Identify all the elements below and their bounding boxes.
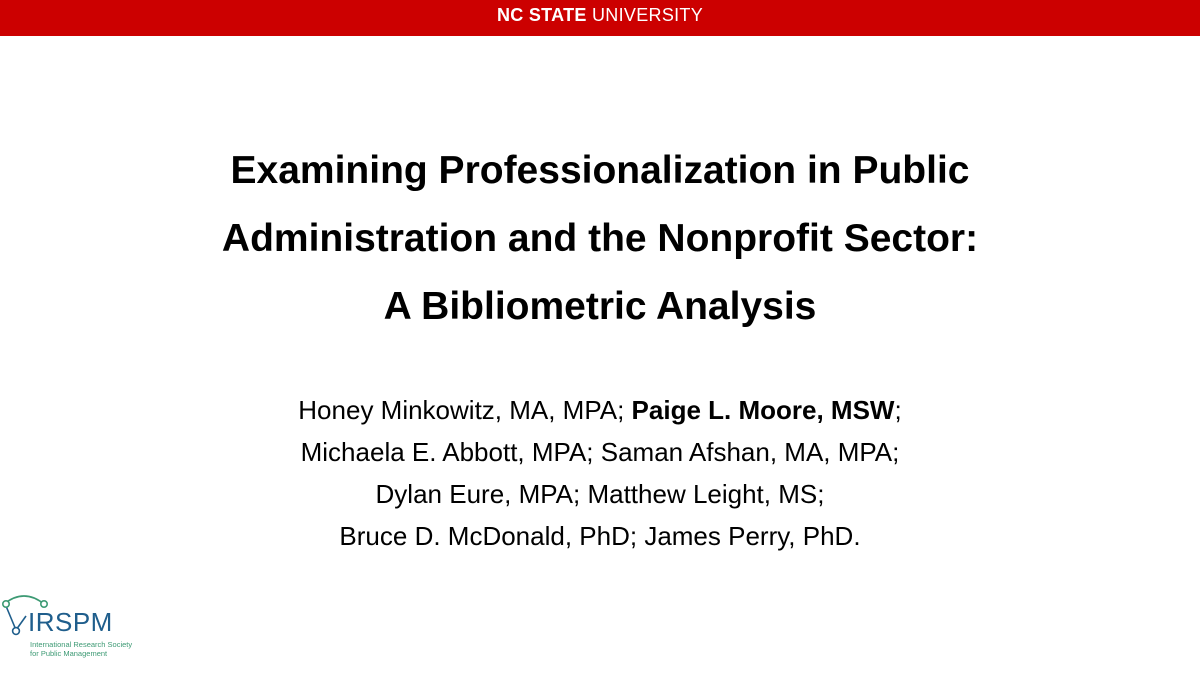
author-line-1 (0, 389, 1200, 431)
irspm-logo (0, 590, 160, 670)
author-line-3: Dylan Eure, MPA; Matthew Leight, MS; (375, 479, 825, 509)
logo-subtitle-line-2: for Public Management (30, 649, 108, 658)
university-wordmark (0, 0, 1200, 30)
author-line-1-end: ; (894, 395, 902, 425)
university-header-bar (0, 0, 1200, 36)
logo-wordmark: IRSPM (28, 607, 113, 637)
author-line-2: Michaela E. Abbott, MPA; Saman Afshan, MA, MPA; (300, 437, 900, 467)
title-line-3: A Bibliometric Analysis (383, 285, 817, 328)
title-line-1: Examining Professionalization in Public (230, 149, 970, 192)
logo-subtitle-line-1: International Research Society (30, 640, 133, 649)
presenting-author: Paige L. Moore, MSW (631, 395, 895, 425)
brand-regular: UNIVERSITY (586, 5, 704, 25)
title-line-2: Administration and the Nonprofit Sector: (221, 217, 979, 260)
author-line-1-regular: Honey Minkowitz, MA, MPA; (298, 395, 632, 425)
slide-title (0, 137, 1200, 341)
author-line-4: Bruce D. McDonald, PhD; James Perry, PhD. (339, 521, 861, 551)
brand-bold: NC STATE (496, 5, 587, 25)
author-list (0, 389, 1200, 557)
logo-subtitle (30, 640, 132, 658)
